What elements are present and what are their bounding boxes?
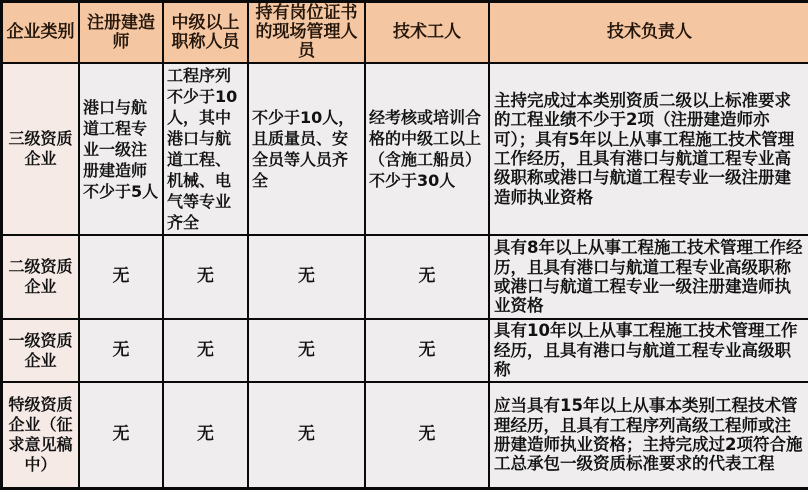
row-special-registered-constructor-cell: 无 [80, 383, 162, 487]
row-level2-category-cell: 二级资质企业 [3, 236, 78, 318]
row-level3-technical-director-cell: 主持完成过本类别资质二级以上标准要求的工程业绩不少于2项（注册建造师亦可）；具有5年以上从事工程施工技术管理工作经历，且具有港口与航道工程专业高级职称或港口与航道工程专业一级注册建造师执业资格 [490, 64, 808, 234]
row-level1-title-staff-cell: 无 [164, 320, 247, 381]
row-level1-technical-director-cell: 具有10年以上从事工程施工技术管理工作经历，且具有港口与航道工程专业高级职称 [490, 320, 808, 381]
header-cell-technical-director: 技术负责人 [490, 3, 808, 62]
row-level3-registered-constructor-cell: 港口与航道工程专业一级注册建造师不少于5人 [80, 64, 162, 234]
row-special-title-staff-cell: 无 [164, 383, 247, 487]
row-level2-skilled-workers-cell: 无 [366, 236, 488, 318]
header-cell-enterprise-category: 企业类别 [3, 3, 78, 62]
row-special-category-cell: 特级资质企业（征求意见稿中） [3, 383, 78, 487]
header-cell-mid-level-title-staff: 中级以上职称人员 [164, 3, 247, 62]
row-level3-title-staff-cell: 工程序列不少于10人，其中港口与航道工程、机械、电气等专业齐全 [164, 64, 247, 234]
row-level2-title-staff-cell: 无 [164, 236, 247, 318]
row-special-site-managers-cell: 无 [249, 383, 364, 487]
header-cell-certified-site-managers: 持有岗位证书的现场管理人员 [249, 3, 364, 62]
row-level1-category-cell: 一级资质企业 [3, 320, 78, 381]
row-level3-skilled-workers-cell: 经考核或培训合格的中级工以上（含施工船员）不少于30人 [366, 64, 488, 234]
row-special-skilled-workers-cell: 无 [366, 383, 488, 487]
row-level1-registered-constructor-cell: 无 [80, 320, 162, 381]
row-special-technical-director-cell: 应当具有15年以上从事本类别工程技术管理经历，且具有工程序列高级工程师或注册建造师执业资格；主持完成过2项符合施工总承包一级资质标准要求的代表工程 [490, 383, 808, 487]
header-cell-registered-constructor: 注册建造师 [80, 3, 162, 62]
row-level2-technical-director-cell: 具有8年以上从事工程施工技术管理工作经历，且具有港口与航道工程专业高级职称或港口与航道工程专业一级注册建造师执业资格 [490, 236, 808, 318]
row-level3-site-managers-cell: 不少于10人，且质量员、安全员等人员齐全 [249, 64, 364, 234]
row-level2-site-managers-cell: 无 [249, 236, 364, 318]
row-level3-category-cell: 三级资质企业 [3, 64, 78, 234]
header-cell-skilled-workers: 技术工人 [366, 3, 488, 62]
row-level1-site-managers-cell: 无 [249, 320, 364, 381]
row-level2-registered-constructor-cell: 无 [80, 236, 162, 318]
row-level1-skilled-workers-cell: 无 [366, 320, 488, 381]
